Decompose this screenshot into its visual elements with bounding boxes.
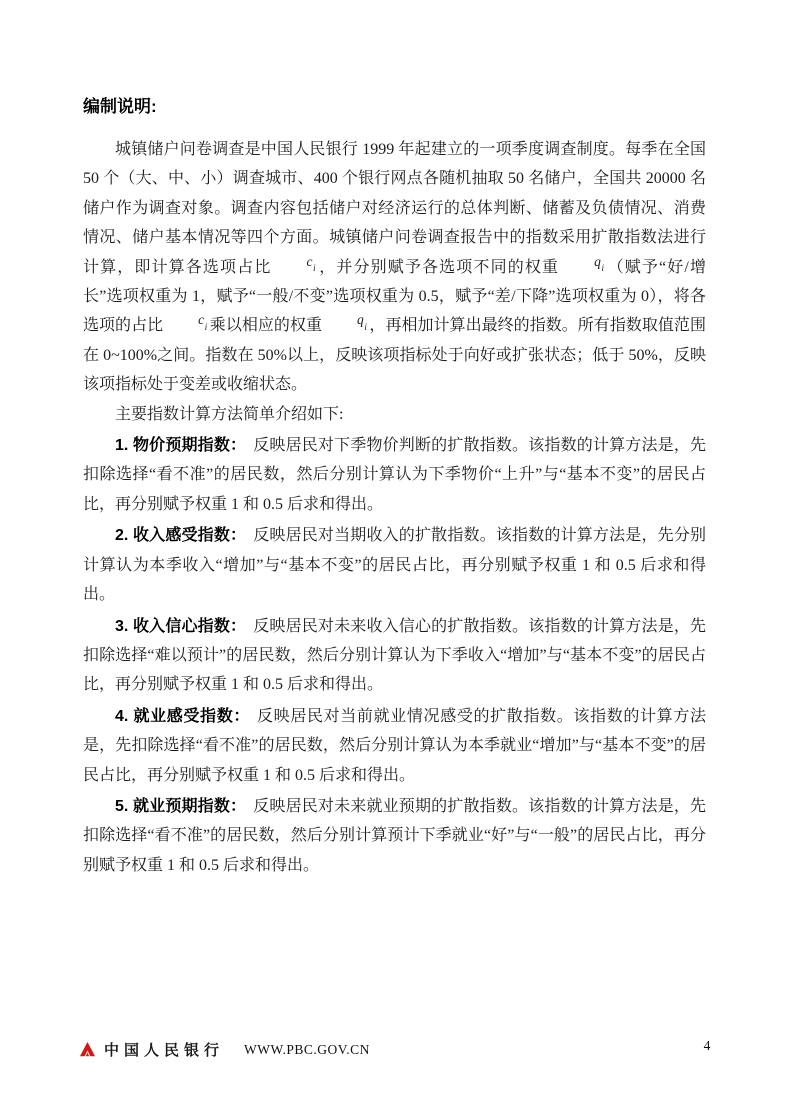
text-run: ，再相加计算出最终的指数。所有指数取值范围在 0~100%之间。指数在 50%以上，反映该项指标处于向好或扩张状态；低于 50%，反映该项指标处于变差或收缩状态。 bbox=[83, 317, 706, 394]
page-footer bbox=[78, 1039, 370, 1060]
paragraph-list bbox=[83, 135, 706, 880]
math-variable: $c_i$ bbox=[198, 312, 208, 334]
index-item-2 bbox=[83, 521, 706, 609]
index-item-1 bbox=[83, 431, 706, 519]
index-item-3 bbox=[83, 612, 706, 700]
item-title: 1. 物价预期指数： bbox=[115, 437, 247, 455]
text-run: ，并分别赋予各选项不同的权重 bbox=[318, 258, 560, 276]
math-variable: $q_i$ bbox=[594, 253, 604, 275]
section-heading: 编制说明: bbox=[83, 97, 157, 116]
item-title: 3. 收入信心指数： bbox=[115, 617, 247, 635]
page-content bbox=[83, 96, 706, 880]
text-run: （赋予“好/增长”选项权重为 1，赋予“一般/不变”选项权重为 0.5，赋予“差/下降”选项权重为 0），将各选项的占比 bbox=[83, 258, 706, 335]
pbc-logo-icon bbox=[78, 1040, 97, 1059]
item-title: 5. 就业预期指数： bbox=[115, 797, 247, 815]
text-run: 反映居民对当期收入的扩散指数。该指数的计算方法是，先分别计算认为本季收入“增加”与“基本不变”的居民占比，再分别赋予权重 1 和 0.5 后求和得出。 bbox=[83, 527, 706, 604]
page-number: 4 bbox=[703, 1038, 711, 1053]
text-run: 反映居民对下季物价判断的扩散指数。该指数的计算方法是，先扣除选择“看不准”的居民数，然后分别计算认为下季物价“上升”与“基本不变”的居民占比，再分别赋予权重 1 和 0.5 后求和得出。 bbox=[83, 437, 706, 513]
item-title: 2. 收入感受指数： bbox=[115, 527, 247, 545]
bank-name: 中国人民银行 bbox=[104, 1043, 225, 1059]
text-run: 城镇储户问卷调查是中国人民银行 1999 年起建立的一项季度调查制度。每季在全国 50 个（大、中、小）调查城市、400 个银行网点各随机抽取 50 名储户，全国共 20000 名储户作为调查对象。调查内容包括储户对经济运行的总体判断、储蓄及负债情况、消费情况、储户基本情况等四个方面。城镇储户问卷调查报告中的指数采用扩散指数法进行计算，即计算各选项占比 bbox=[83, 141, 706, 276]
intro-paragraph bbox=[83, 135, 706, 400]
methods-lead-paragraph bbox=[83, 400, 706, 429]
text-run: 反映居民对当前就业情况感受的扩散指数。该指数的计算方法是，先扣除选择“看不准”的居民数，然后分别计算认为本季就业“增加”与“基本不变”的居民占比，再分别赋予权重 1 和 0.5 后求和得出。 bbox=[83, 707, 706, 784]
index-item-5 bbox=[83, 792, 706, 880]
text-run: 反映居民对未来就业预期的扩散指数。该指数的计算方法是，先扣除选择“看不准”的居民数，然后分别计算预计下季就业“好”与“一般”的居民占比，再分别赋予权重 1 和 0.5 后求和得出。 bbox=[83, 797, 706, 874]
text-run: 主要指数计算方法简单介绍如下: bbox=[115, 405, 344, 423]
text-run: 乘以相应的权重 bbox=[209, 317, 322, 335]
item-title: 4. 就业感受指数： bbox=[115, 707, 251, 725]
website-url: WWW.PBC.GOV.CN bbox=[244, 1041, 370, 1057]
math-variable: $c_i$ bbox=[306, 253, 316, 275]
math-variable: $q_i$ bbox=[357, 312, 367, 334]
text-run: 反映居民对未来收入信心的扩散指数。该指数的计算方法是，先扣除选择“难以预计”的居民数，然后分别计算认为下季收入“增加”与“基本不变”的居民占比，再分别赋予权重 1 和 0.5 后求和得出。 bbox=[83, 617, 706, 694]
index-item-4 bbox=[83, 702, 706, 790]
